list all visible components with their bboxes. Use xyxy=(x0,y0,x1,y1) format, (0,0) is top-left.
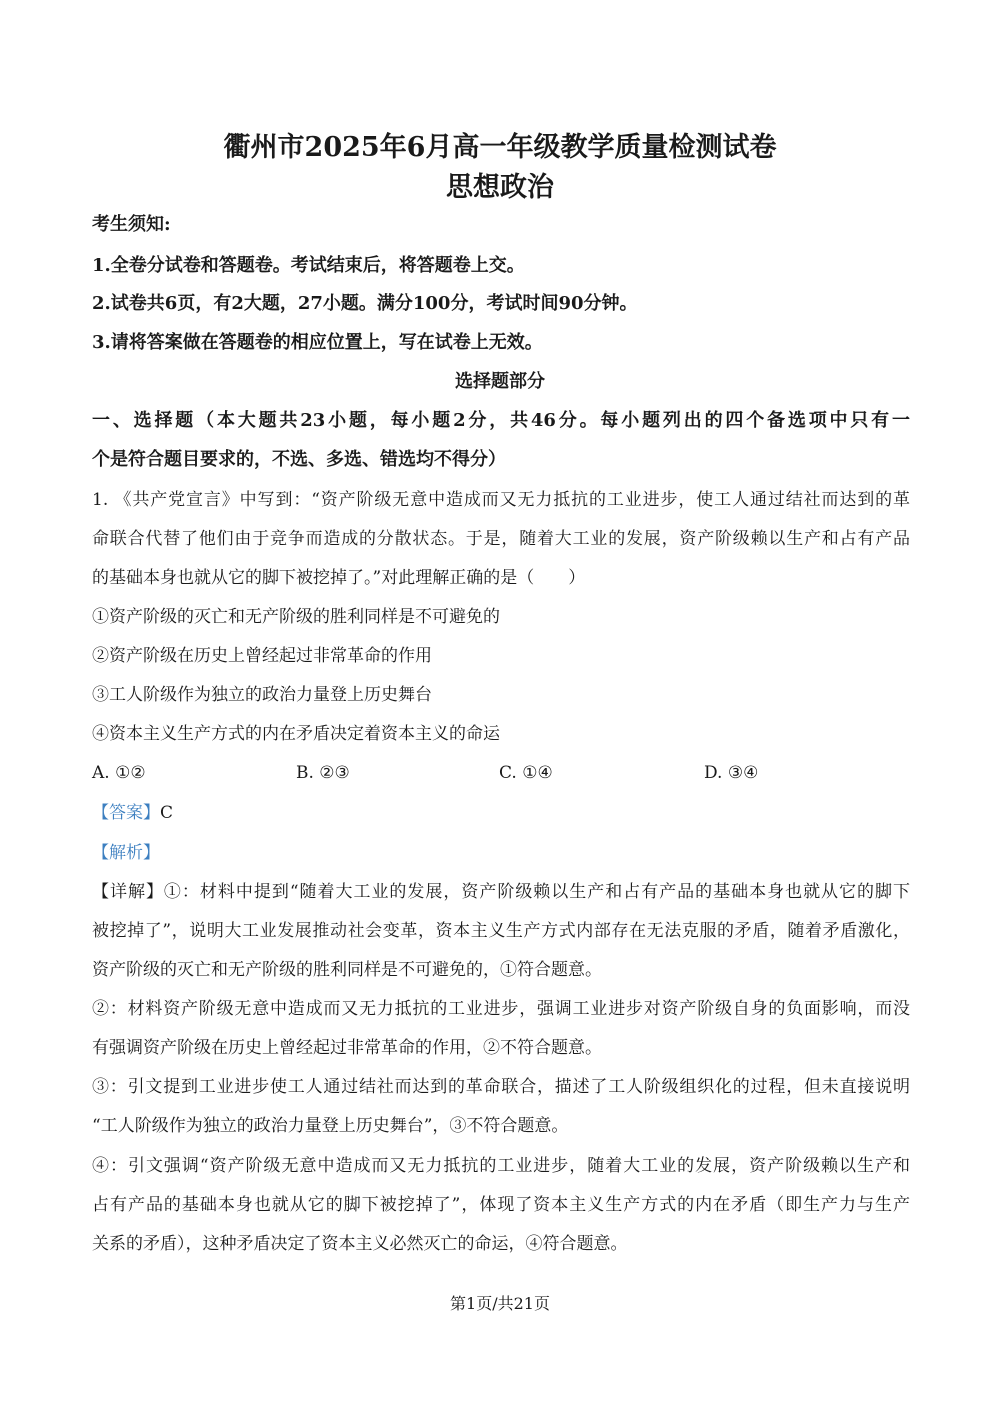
notice-item-3: 3.请将答案做在答题卷的相应位置上，写在试卷上无效。 xyxy=(92,332,543,353)
statement-2: ②资产阶级在历史上曾经起过非常革命的作用 xyxy=(92,646,432,666)
answer-value: C xyxy=(160,803,174,823)
detail-line-5: 有强调资产阶级在历史上曾经起过非常革命的作用，②不符合题意。 xyxy=(92,1038,602,1058)
detail-line-3: 资产阶级的灭亡和无产阶级的胜利同样是不可避免的，①符合题意。 xyxy=(92,960,602,980)
detail-line-7: “工人阶级作为独立的政治力量登上历史舞台”，③不符合题意。 xyxy=(92,1116,569,1136)
detail-line-6: ③：引文提到工业进步使工人通过结社而达到的革命联合，描述了工人阶级组织化的过程，但未直接说明 xyxy=(92,1077,910,1097)
question-stem-line-3: 的基础本身也就从它的脚下被挖掉了。”对此理解正确的是（ ） xyxy=(92,568,586,588)
statement-1: ①资产阶级的灭亡和无产阶级的胜利同样是不可避免的 xyxy=(92,607,500,627)
question-stem-line-2: 命联合代替了他们由于竞争而造成的分散状态。于是，随着大工业的发展，资产阶级赖以生产和占有产品 xyxy=(92,529,910,549)
detail-line-1: 【详解】①：材料中提到“随着大工业的发展，资产阶级赖以生产和占有产品的基础本身也就从它的脚下 xyxy=(92,882,910,902)
exam-title: 衢州市2025年6月高一年级教学质量检测试卷 xyxy=(223,132,777,163)
notice-item-1: 1.全卷分试卷和答题卷。考试结束后，将答题卷上交。 xyxy=(92,255,525,276)
section-heading-line-2: 个是符合题目要求的，不选、多选、错选均不得分） xyxy=(92,449,506,470)
analysis-tag: 【解析】 xyxy=(92,843,160,863)
section-title: 选择题部分 xyxy=(455,371,545,392)
detail-line-9: 占有产品的基础本身也就从它的脚下被挖掉了”，体现了资本主义生产方式的内在矛盾（即生产力与生产 xyxy=(92,1195,910,1215)
option-b: B. ②③ xyxy=(296,763,350,783)
notice-item-2: 2.试卷共6页，有2大题，27小题。满分100分，考试时间90分钟。 xyxy=(92,293,638,314)
option-a: A. ①② xyxy=(92,763,146,783)
detail-line-8: ④：引文强调“资产阶级无意中造成而又无力抵抗的工业进步，随着大工业的发展，资产阶级赖以生产和 xyxy=(92,1156,910,1176)
answer-tag: 【答案】 xyxy=(92,803,160,823)
detail-line-10: 关系的矛盾），这种矛盾决定了资本主义必然灭亡的命运，④符合题意。 xyxy=(92,1234,628,1254)
statement-3: ③工人阶级作为独立的政治力量登上历史舞台 xyxy=(92,685,432,705)
question-stem-line-1: 1. 《共产党宣言》中写到：“资产阶级无意中造成而又无力抵抗的工业进步，使工人通过结社而达到的革 xyxy=(92,490,910,510)
detail-line-2: 被挖掉了”，说明大工业发展推动社会变革，资本主义生产方式内部存在无法克服的矛盾，随着矛盾激化， xyxy=(92,921,910,941)
detail-line-4: ②：材料资产阶级无意中造成而又无力抵抗的工业进步，强调工业进步对资产阶级自身的负面影响，而没 xyxy=(92,999,910,1019)
subject-title: 思想政治 xyxy=(446,172,554,203)
notice-heading: 考生须知: xyxy=(92,214,171,235)
section-heading-line-1: 一、选择题（本大题共23小题，每小题2分，共46分。每小题列出的四个备选项中只有一 xyxy=(92,410,910,431)
option-c: C. ①④ xyxy=(499,763,553,783)
answer-line xyxy=(92,801,173,825)
page-number: 第1页/共21页 xyxy=(450,1294,550,1313)
option-d: D. ③④ xyxy=(704,763,759,783)
statement-4: ④资本主义生产方式的内在矛盾决定着资本主义的命运 xyxy=(92,724,500,744)
